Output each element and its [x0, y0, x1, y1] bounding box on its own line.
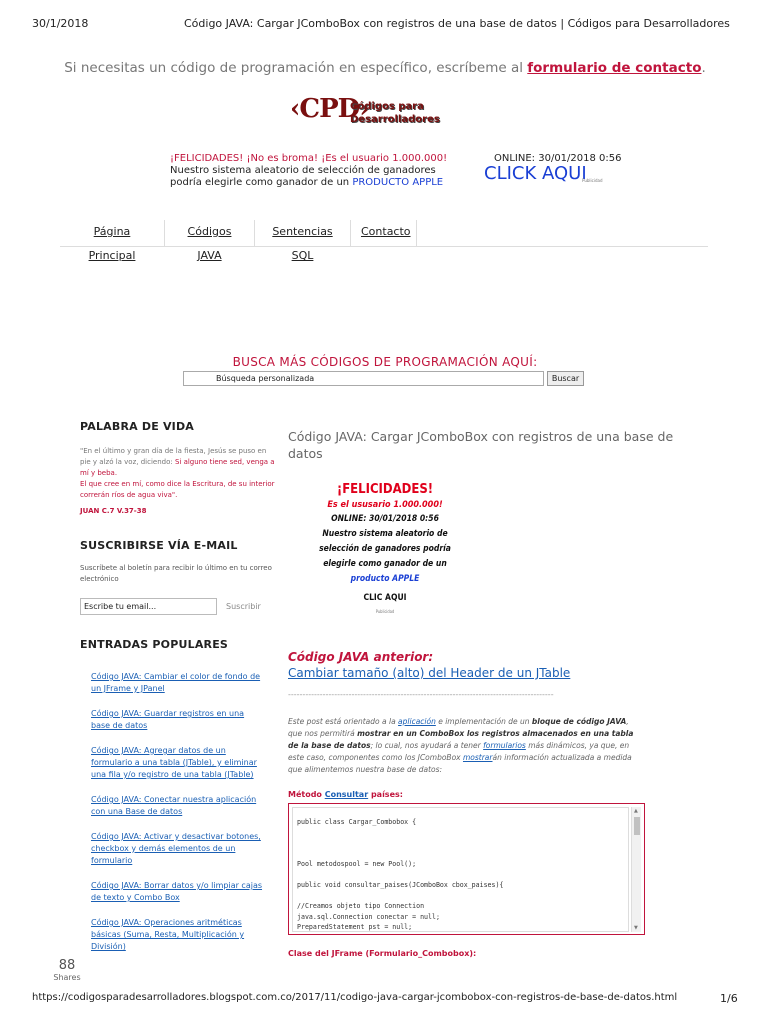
link-mostrar[interactable]: mostrar: [462, 753, 493, 762]
popular-list: [91, 671, 263, 966]
nav-item-contact[interactable]: Contacto: [351, 220, 417, 246]
popular-link[interactable]: Código JAVA: Activar y desactivar botones, checkbox y demás elementos de un formulario: [91, 832, 261, 865]
share-count: 88: [58, 958, 76, 973]
verse-text: "En el último y gran día de la fiesta, Jesús se puso en pie y alzó la voz, diciendo: Si alguno tiene sed, venga a mí y beba. El que cree en mí, como dice la Escritura, de su interior correrán ríos de agua viva".: [80, 447, 275, 499]
code-scrollbar[interactable]: [631, 807, 641, 932]
verse-heading: PALABRA DE VIDA: [80, 420, 195, 433]
print-date: 30/1/2018: [32, 17, 89, 30]
link-aplicacion[interactable]: aplicación: [398, 717, 436, 726]
search-input[interactable]: Búsqueda personalizada: [183, 371, 544, 386]
search-button[interactable]: Buscar: [547, 371, 584, 386]
print-page-number: 1/6: [720, 992, 738, 1005]
prev-post-label: Código JAVA anterior:: [288, 650, 434, 664]
popular-heading: ENTRADAS POPULARES: [80, 638, 229, 651]
logo-mark: ‹CPD›: [290, 94, 369, 124]
promo-small: Publicidad: [375, 609, 395, 614]
ad-online: ONLINE: 30/01/2018 0:56: [494, 153, 622, 164]
ad-click-button[interactable]: CLICK AQUI: [484, 163, 587, 184]
promo-line3: elegirle como ganador de un: [323, 559, 447, 569]
promo-line1: Nuestro sistema aleatorio de: [322, 529, 448, 539]
popular-link[interactable]: Código JAVA: Agregar datos de un formulario a una tabla (JTable), y eliminar una fila y/o registro de una tabla (JTable): [91, 746, 257, 779]
code-text: public class Cargar_Combobox { Pool metodospool = new Pool(); public void consultar_paises(JComboBox cbox_paises){ //Creamos objeto tipo Connection java.sql.Connection conectar = null; PreparedStatement pst = null;: [292, 807, 629, 932]
promo-heading: ¡FELICIDADES!: [336, 482, 434, 497]
scroll-up-icon[interactable]: ▲: [634, 808, 638, 814]
promo-online: ONLINE: 30/01/2018 0:56: [331, 514, 439, 524]
logo-text: [350, 100, 440, 126]
subscribe-button[interactable]: Suscribir: [226, 602, 261, 611]
promo-product: producto APPLE: [350, 574, 420, 584]
print-title: Código JAVA: Cargar JComboBox con registros de una base de datos | Códigos para Desarrolladores: [184, 17, 730, 30]
nav-item-sql[interactable]: Sentencias SQL: [255, 220, 351, 246]
post-title: Código JAVA: Cargar JComboBox con registros de una base de datos: [288, 429, 674, 461]
popular-link[interactable]: Código JAVA: Operaciones aritméticas básicas (Suma, Resta, Multiplicación y División): [91, 918, 245, 951]
popular-link[interactable]: Código JAVA: Borrar datos y/o limpiar cajas de texto y Combo Box: [91, 881, 263, 902]
promo-line2: selección de ganadores podría: [319, 544, 451, 554]
share-counter[interactable]: [50, 958, 84, 982]
email-field[interactable]: Escribe tu email...: [80, 598, 217, 615]
site-logo[interactable]: [290, 94, 480, 134]
divider: --------------------------------------------------------------------------------------------: [288, 690, 554, 699]
nav-item-home[interactable]: Página Principal: [60, 220, 165, 246]
subscribe-text: Suscríbete al boletín para recibir lo último en tu correo electrónico: [80, 564, 272, 583]
subscribe-heading: SUSCRIBIRSE VÍA E-MAIL: [80, 539, 238, 552]
nav-item-java[interactable]: Códigos JAVA: [165, 220, 255, 246]
contact-prefix: Si necesitas un código de programación en específico, escríbeme al: [64, 60, 528, 76]
popular-link[interactable]: Código JAVA: Cambiar el color de fondo de un JFrame y JPanel: [91, 672, 261, 693]
ad-product: PRODUCTO APPLE: [352, 177, 444, 188]
promo-banner[interactable]: [305, 482, 465, 614]
class-heading: Clase del JFrame (Formulario_Combobox):: [288, 949, 477, 958]
logo-line1: Códigos para: [350, 101, 424, 112]
link-consultar[interactable]: Consultar: [324, 790, 369, 799]
prev-post-link[interactable]: Cambiar tamaño (alto) del Header de un JTable: [288, 666, 571, 680]
contact-form-link[interactable]: formulario de contacto: [527, 60, 702, 76]
method-heading: Método Consultar países:: [288, 790, 403, 799]
ad-line1: ¡FELICIDADES! ¡No es broma! ¡Es el usuario 1.000.000!: [170, 153, 448, 164]
popular-link[interactable]: Código JAVA: Conectar nuestra aplicación con una Base de datos: [91, 795, 257, 816]
contact-line: [40, 60, 730, 76]
search-title: BUSCA MÁS CÓDIGOS DE PROGRAMACIÓN AQUÍ:: [232, 355, 538, 369]
ad-text[interactable]: [170, 153, 470, 188]
ad-line2: Nuestro sistema aleatorio de selección de ganadores podría elegirle como ganador de un PRODUCTO APPLE: [170, 165, 444, 188]
link-formularios[interactable]: formularios: [483, 741, 526, 750]
logo-line2: Desarrolladores: [350, 114, 440, 125]
ad-small-label: Publicidad: [582, 178, 603, 183]
code-block[interactable]: [288, 803, 645, 935]
main-nav: [60, 220, 708, 262]
print-url: https://codigosparadesarrolladores.blogspot.com.co/2017/11/codigo-java-cargar-jcombobox-con-registros-de-base-de-datos.html: [32, 992, 678, 1003]
popular-link[interactable]: Código JAVA: Guardar registros en una base de datos: [91, 709, 245, 730]
contact-suffix: .: [701, 60, 706, 76]
post-intro: Este post está orientado a la aplicación e implementación de un bloque de código JAVA, que nos permitirá mostrar en un ComboBox los registros almacenados en una tabla de la base de datos; lo cual, nos ayudará a tener formularios más dinámicos, ya que, en este caso, componentes como los JComboBox mostrarán información actualizada a medida que alimentemos nuestra base de datos:: [288, 717, 634, 774]
scroll-down-icon[interactable]: ▼: [634, 925, 638, 931]
promo-user: Es el ususario 1.000.000!: [327, 500, 443, 510]
promo-click[interactable]: CLIC AQUI: [363, 593, 407, 603]
share-label: Shares: [53, 973, 81, 982]
verse-reference: JUAN C.7 V.37-38: [80, 507, 147, 515]
scroll-thumb[interactable]: [634, 817, 640, 835]
